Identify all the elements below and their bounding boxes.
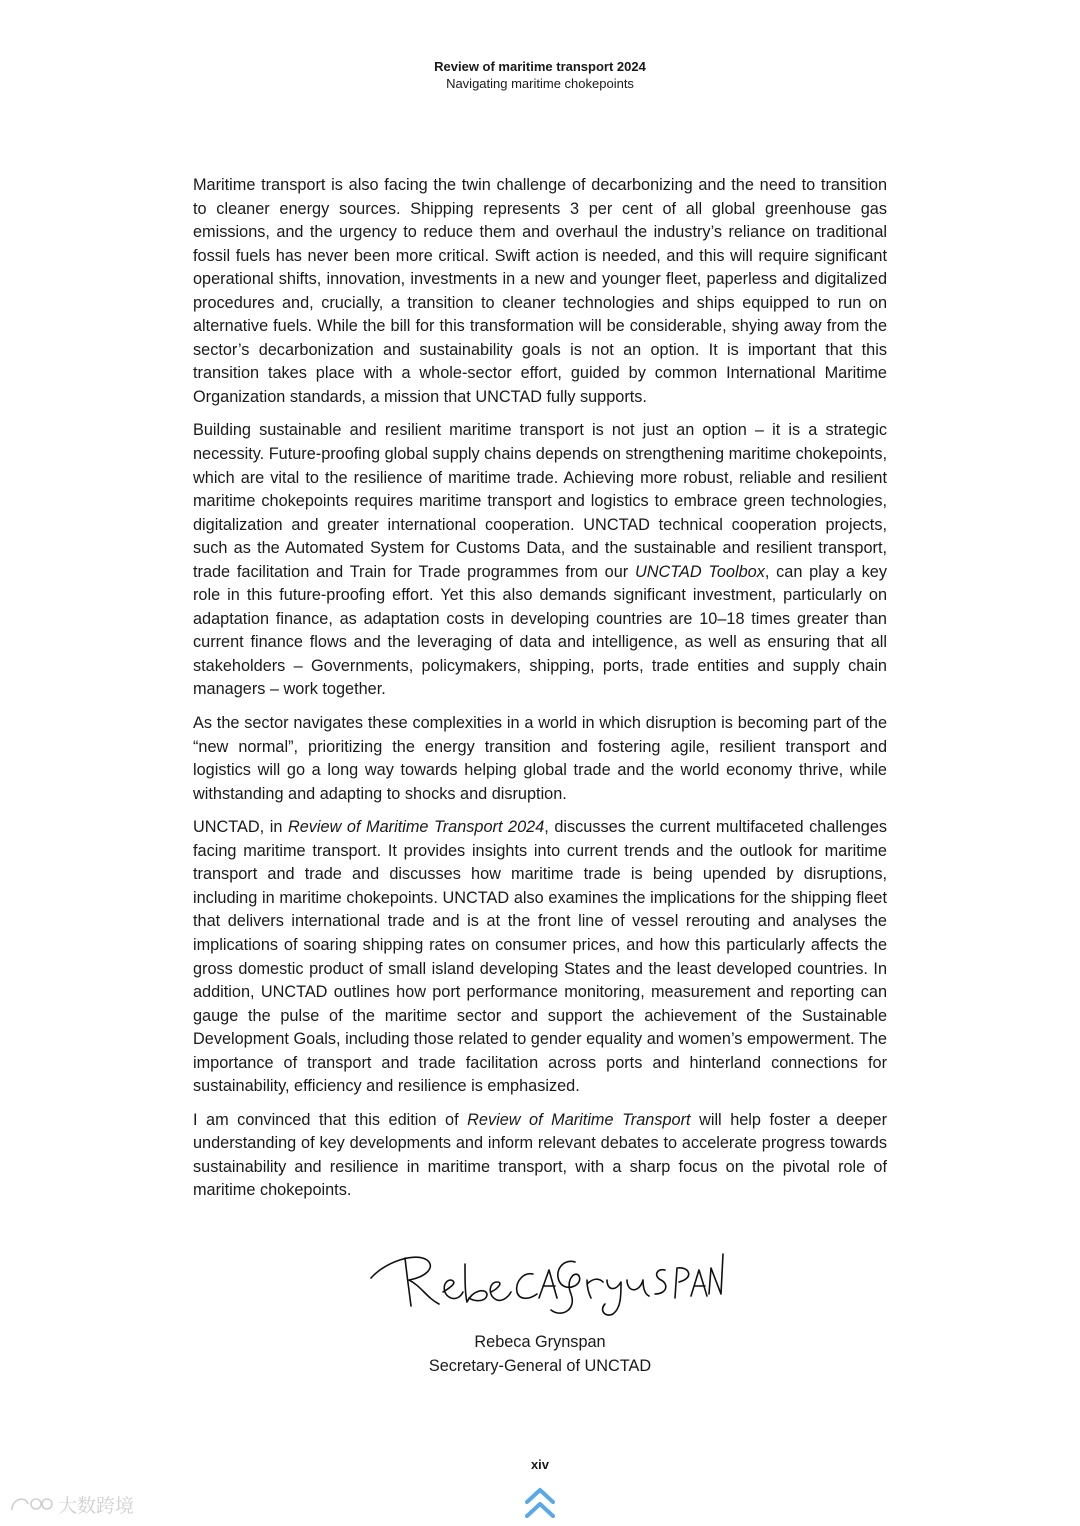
chevron-up-icon[interactable] — [518, 1482, 562, 1526]
watermark-mark-icon — [12, 1499, 52, 1510]
unctad-toolbox-title: UNCTAD Toolbox — [635, 562, 765, 581]
paragraph-report-overview: UNCTAD, in Review of Maritime Transport 2024, discusses the current multifaceted challenges facing maritime transport. It provides insights into current trends and the outlook for maritime transport and trade and discusses how maritime trade is being upended by disruptions, including in maritime chokepoints. UNCTAD also examines the implications for the shipping fleet that delivers international trade and is at the front line of vessel rerouting and analyses the implications of soaring shipping rates on consumer prices, and how this particularly affects the gross domestic product of small island developing States and the least developed countries. In addition, UNCTAD outlines how port performance monitoring, measurement and reporting can gauge the pulse of the maritime sector and support the achievement of the Sustainable Development Goals, including those related to gender equality and women’s empowerment. The importance of transport and trade facilitation across ports and hinterland connections for sustainability, efficiency and resilience is emphasized. — [193, 818, 888, 1096]
report-title: Review of maritime transport 2024 — [434, 59, 646, 74]
running-header — [0, 58, 1080, 92]
report-title-italic: Review of Maritime Transport 2024 — [287, 818, 545, 837]
paragraph-new-normal: As the sector navigates these complexities in a world in which disruption is becoming part of the “new normal”, prioritizing the energy transition and fostering agile, resilient transport and logistics will go a long way towards helping global trade and the world economy thrive, while withstanding and adapting to shocks and disruption. — [193, 714, 887, 803]
watermark-logo — [8, 1490, 148, 1520]
paragraph-conclusion: I am convinced that this edition of Review of Maritime Transport will help foster a deeper understanding of key developments and inform relevant debates to accelerate progress towards sustainability and resilience in maritime transport, with a sharp focus on the pivotal role of maritime chokepoints. — [193, 1110, 887, 1200]
signatory-role: Secretary-General of UNCTAD — [428, 1356, 652, 1375]
paragraph-decarbonization: Maritime transport is also facing the twin challenge of decarbonizing and the need to transition to cleaner energy sources. Shipping represents 3 per cent of all global greenhouse gas emissions, and the urgency to reduce them and overhaul the industry’s reliance on traditional fossil fuels has never been more critical. Swift action is needed, and this will require significant operational shifts, innovation, investments in a new and younger fleet, paperless and digitalized procedures and, crucially, a transition to cleaner technologies and ships equipped to run on alternative fuels. While the bill for this transformation will be considerable, shying away from the sector’s decarbonization and sustainability goals is not an option. It is important that this transition takes place with a whole-sector effort, guided by common International Maritime Organization standards, a mission that UNCTAD fully supports. — [193, 176, 887, 406]
handwritten-signature — [365, 1240, 725, 1320]
foreword-body — [193, 174, 887, 1213]
page-number: xiv — [530, 1457, 550, 1472]
signatory — [0, 1331, 1080, 1378]
report-name-italic: Review of Maritime Transport — [467, 1110, 691, 1129]
watermark-text: 大数跨境 — [58, 1495, 135, 1517]
signatory-name: Rebeca Grynspan — [474, 1333, 606, 1351]
report-subtitle: Navigating maritime chokepoints — [446, 76, 634, 91]
paragraph-resilience: Building sustainable and resilient maritime transport is not just an option – it is a strategic necessity. Future-proofing global supply chains depends on strengthening maritime chokepoints, which are vital to the resilience of maritime trade. Achieving more robust, reliable and resilient maritime chokepoints requires maritime transport and logistics to embrace green technologies, digitalization and greater international cooperation. UNCTAD technical cooperation projects, such as the Automated System for Customs Data, and the sustainable and resilient transport, trade facilitation and Train for Trade programmes from our UNCTAD Toolbox, can play a key role in this future-proofing effort. Yet this also demands significant investment, particularly on adaptation finance, as adaptation costs in developing countries are 10–18 times greater than current finance flows and the leveraging of data and intelligence, as well as ensuring that all stakeholders – Governments, policymakers, shipping, ports, trade entities and supply chain managers – work together. — [193, 421, 887, 699]
